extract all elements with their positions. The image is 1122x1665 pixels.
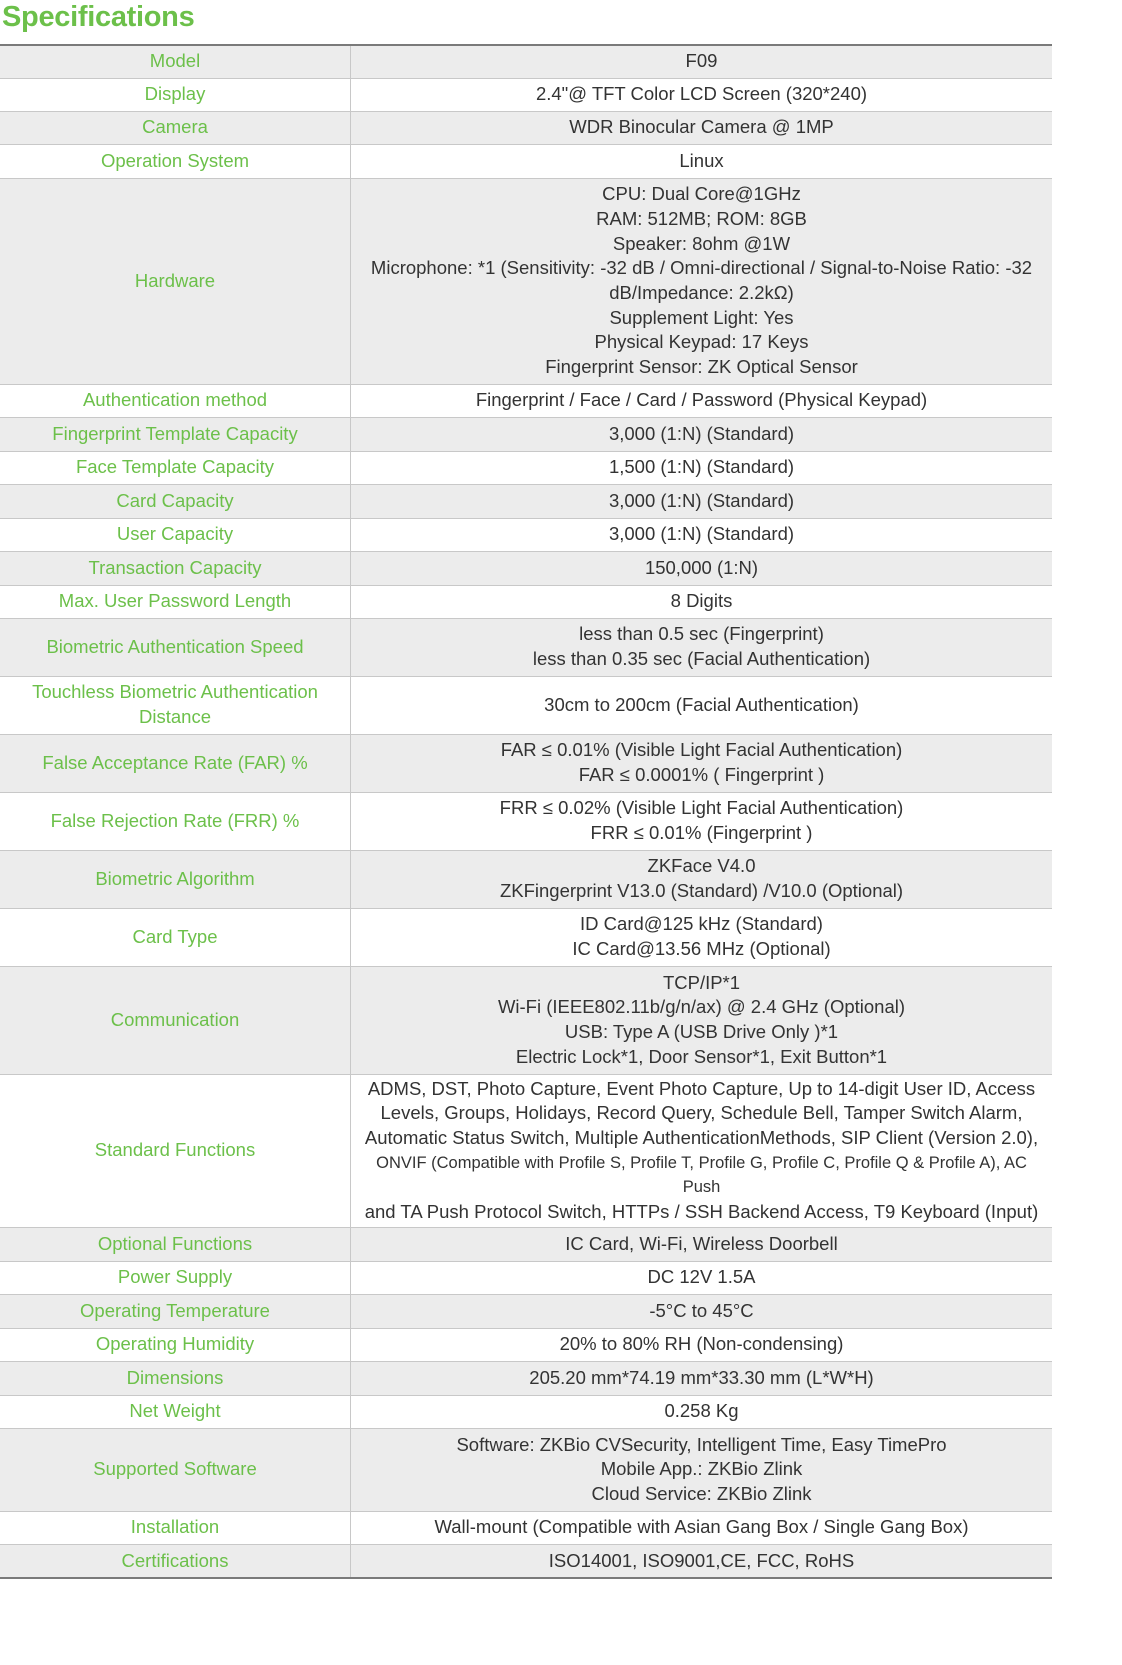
spec-label: Transaction Capacity: [0, 551, 351, 585]
spec-value: [351, 908, 1053, 966]
spec-label: Max. User Password Length: [0, 585, 351, 618]
spec-label: Display: [0, 78, 351, 111]
table-row: [0, 1544, 1052, 1578]
spec-value: [351, 484, 1053, 518]
spec-label: Fingerprint Template Capacity: [0, 417, 351, 451]
spec-value-line: 30cm to 200cm (Facial Authentication): [544, 693, 859, 715]
spec-value: [351, 45, 1053, 78]
spec-value-line: IC Card, Wi-Fi, Wireless Doorbell: [565, 1232, 838, 1254]
spec-value-line: WDR Binocular Camera @ 1MP: [569, 116, 834, 138]
spec-value-line: Wi-Fi (IEEE802.11b/g/n/ax) @ 2.4 GHz (Optional): [497, 996, 906, 1018]
spec-label: Card Type: [0, 908, 351, 966]
spec-value: [351, 551, 1053, 585]
table-row: [0, 734, 1052, 792]
table-row: [0, 676, 1052, 734]
table-row: [0, 966, 1052, 1074]
spec-value: [351, 1544, 1053, 1578]
spec-value: [351, 676, 1053, 734]
spec-label: Card Capacity: [0, 484, 351, 518]
table-row: [0, 78, 1052, 111]
spec-value: [351, 1328, 1053, 1361]
spec-value: [351, 734, 1053, 792]
spec-label: User Capacity: [0, 518, 351, 551]
table-row: [0, 1328, 1052, 1361]
spec-label: Biometric Algorithm: [0, 850, 351, 908]
spec-value-line: Speaker: 8ohm @1W: [612, 232, 791, 254]
spec-value-line: Software: ZKBio CVSecurity, Intelligent Time, Easy TimePro: [456, 1433, 947, 1455]
spec-label: Net Weight: [0, 1395, 351, 1428]
spec-value: [351, 384, 1053, 417]
spec-value-line: dB/Impedance: 2.2kΩ): [609, 282, 794, 303]
spec-value: [351, 144, 1053, 178]
spec-label: Hardware: [0, 178, 351, 384]
table-row: [0, 484, 1052, 518]
table-row: [0, 417, 1052, 451]
spec-label: Model: [0, 45, 351, 78]
spec-value-line: FRR ≤ 0.01% (Fingerprint ): [590, 822, 813, 843]
spec-value: [351, 1428, 1053, 1511]
spec-table: [0, 44, 1052, 1579]
table-row: [0, 178, 1052, 384]
spec-table-body: [0, 45, 1052, 1578]
spec-value-line: Fingerprint / Face / Card / Password (Physical Keypad): [475, 389, 928, 411]
spec-value-line: 20% to 80% RH (Non-condensing): [559, 1333, 844, 1355]
table-row: [0, 1294, 1052, 1328]
table-row: [0, 1395, 1052, 1428]
spec-label: Optional Functions: [0, 1227, 351, 1261]
spec-label: Operating Humidity: [0, 1328, 351, 1361]
spec-value-line: Wall-mount (Compatible with Asian Gang Box / Single Gang Box): [434, 1516, 969, 1538]
table-row: [0, 1261, 1052, 1294]
spec-label: Standard Functions: [0, 1074, 351, 1227]
spec-value-line: FRR ≤ 0.02% (Visible Light Facial Authentication): [499, 797, 904, 819]
spec-value: [351, 966, 1053, 1074]
spec-value-line: FAR ≤ 0.01% (Visible Light Facial Authentication): [500, 739, 903, 761]
spec-label: Operation System: [0, 144, 351, 178]
spec-value: [351, 792, 1053, 850]
spec-value-line: 0.258 Kg: [664, 1400, 739, 1422]
spec-label: Biometric Authentication Speed: [0, 618, 351, 676]
table-row: [0, 1074, 1052, 1227]
table-row: [0, 451, 1052, 484]
spec-value-line: Supplement Light: Yes: [609, 306, 794, 328]
spec-value-line: ISO14001, ISO9001,CE, FCC, RoHS: [548, 1549, 855, 1571]
spec-value: [351, 451, 1053, 484]
spec-value: [351, 1395, 1053, 1428]
spec-value: [351, 1294, 1053, 1328]
spec-value-line: TCP/IP*1: [662, 971, 741, 993]
table-row: [0, 792, 1052, 850]
spec-value-line: Electric Lock*1, Door Sensor*1, Exit Button*1: [515, 1045, 888, 1067]
spec-value-line: Mobile App.: ZKBio Zlink: [600, 1458, 803, 1480]
page-title: Specifications: [2, 1, 195, 33]
spec-value-line: DC 12V 1.5A: [647, 1266, 756, 1288]
spec-label: Certifications: [0, 1544, 351, 1578]
spec-label: False Acceptance Rate (FAR) %: [0, 734, 351, 792]
table-row: [0, 908, 1052, 966]
spec-value-line: F09: [685, 50, 718, 72]
spec-value: [351, 111, 1053, 144]
spec-value-line: CPU: Dual Core@1GHz: [602, 183, 801, 205]
spec-value-line: USB: Type A (USB Drive Only )*1: [564, 1021, 839, 1042]
spec-label: Dimensions: [0, 1361, 351, 1395]
spec-value: [351, 1361, 1053, 1395]
table-row: [0, 1428, 1052, 1511]
spec-label: Power Supply: [0, 1261, 351, 1294]
spec-value: [351, 850, 1053, 908]
spec-value-line: 3,000 (1:N) (Standard): [608, 422, 795, 444]
table-row: [0, 850, 1052, 908]
spec-value: [351, 78, 1053, 111]
spec-value-line: 2.4"@ TFT Color LCD Screen (320*240): [535, 83, 868, 105]
spec-label: Operating Temperature: [0, 1294, 351, 1328]
spec-label: Face Template Capacity: [0, 451, 351, 484]
spec-value-line: ID Card@125 kHz (Standard): [580, 913, 823, 935]
spec-label: Supported Software: [0, 1428, 351, 1511]
spec-value-line: 1,500 (1:N) (Standard): [608, 456, 795, 478]
spec-value: [351, 585, 1053, 618]
spec-value-line: less than 0.5 sec (Fingerprint): [579, 623, 824, 645]
spec-value-line: Physical Keypad: 17 Keys: [594, 331, 809, 353]
spec-value-line: Microphone: *1 (Sensitivity: -32 dB / Omni-directional / Signal-to-Noise Ratio: -32: [370, 257, 1033, 279]
table-row: [0, 45, 1052, 78]
spec-value: [351, 618, 1053, 676]
spec-value-line: IC Card@13.56 MHz (Optional): [572, 938, 831, 959]
spec-value-line: -5°C to 45°C: [649, 1299, 754, 1321]
spec-value-line: 3,000 (1:N) (Standard): [608, 523, 795, 545]
spec-value-line: ADMS, DST, Photo Capture, Event Photo Capture, Up to 14-digit User ID, Access: [367, 1077, 1036, 1099]
spec-value: [351, 1261, 1053, 1294]
spec-value-line: and TA Push Protocol Switch, HTTPs / SSH Backend Access, T9 Keyboard (Input): [364, 1201, 1039, 1223]
spec-label: Authentication method: [0, 384, 351, 417]
table-row: [0, 111, 1052, 144]
table-row: [0, 1361, 1052, 1395]
spec-value-line: less than 0.35 sec (Facial Authentication): [532, 648, 871, 669]
spec-label: Camera: [0, 111, 351, 144]
spec-value-line: 150,000 (1:N): [644, 556, 759, 578]
table-row: [0, 618, 1052, 676]
spec-value-line: Levels, Groups, Holidays, Record Query, Schedule Bell, Tamper Switch Alarm,: [380, 1102, 1023, 1124]
spec-value-line: Cloud Service: ZKBio Zlink: [591, 1483, 812, 1505]
spec-value: [351, 1511, 1053, 1544]
spec-value-line: Fingerprint Sensor: ZK Optical Sensor: [545, 356, 858, 378]
spec-value: [351, 518, 1053, 551]
spec-value-line: 8 Digits: [670, 590, 733, 612]
spec-value: [351, 417, 1053, 451]
table-row: [0, 551, 1052, 585]
spec-value-line: RAM: 512MB; ROM: 8GB: [596, 207, 807, 229]
table-row: [0, 518, 1052, 551]
table-row: [0, 384, 1052, 417]
spec-value-line: 3,000 (1:N) (Standard): [608, 489, 795, 511]
spec-value-line: 205.20 mm*74.19 mm*33.30 mm (L*W*H): [529, 1366, 874, 1388]
spec-value-line: Automatic Status Switch, Multiple AuthenticationMethods, SIP Client (Version 2.0),: [364, 1126, 1039, 1148]
spec-label: Touchless Biometric Authentication Distance: [0, 676, 351, 734]
spec-value-line: FAR ≤ 0.0001% ( Fingerprint ): [578, 764, 825, 785]
spec-value: [351, 1227, 1053, 1261]
spec-value: [351, 178, 1053, 384]
spec-label: Installation: [0, 1511, 351, 1544]
spec-value-line: ZKFingerprint V13.0 (Standard) /V10.0 (Optional): [499, 880, 904, 901]
table-row: [0, 1511, 1052, 1544]
table-row: [0, 1227, 1052, 1261]
table-row: [0, 585, 1052, 618]
spec-value-line: Linux: [679, 149, 724, 171]
spec-value-line: ZKFace V4.0: [647, 855, 756, 877]
spec-label: False Rejection Rate (FRR) %: [0, 792, 351, 850]
spec-value: [351, 1074, 1053, 1227]
spec-value-line: ONVIF (Compatible with Profile S, Profile T, Profile G, Profile C, Profile Q & Profile A), AC Push: [376, 1153, 1027, 1197]
spec-label: Communication: [0, 966, 351, 1074]
table-row: [0, 144, 1052, 178]
